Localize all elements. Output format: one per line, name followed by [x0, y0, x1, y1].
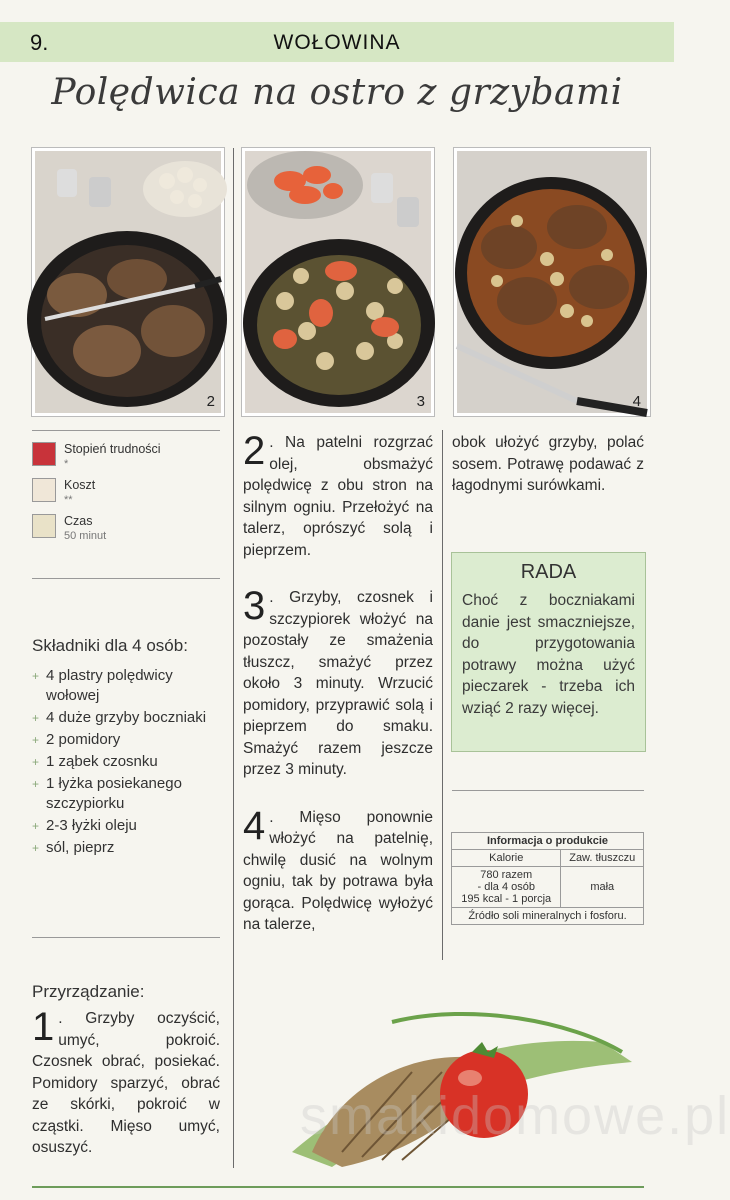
ingredient-item: + 1 ząbek czosnku	[32, 752, 222, 772]
ingredient-item: + 1 łyżka posiekanego szczypiorku	[32, 774, 222, 814]
chef-hat-icon	[32, 442, 56, 466]
preparation-title: Przyrządzanie:	[32, 982, 145, 1001]
calories-portion: 195 kcal - 1 porcja	[461, 893, 552, 905]
tip-title: RADA	[520, 561, 577, 583]
time-value: 50 minut	[64, 530, 107, 542]
calories-value	[452, 867, 561, 908]
steps-column	[243, 429, 433, 936]
cost-value: **	[64, 494, 73, 506]
step-1	[32, 1005, 220, 1159]
step-number: 3	[243, 584, 266, 628]
column-divider	[233, 148, 234, 1168]
cost-info	[32, 478, 222, 506]
recipe-info	[32, 442, 222, 542]
ingredient-item: + 2-3 łyżki oleju	[32, 816, 222, 836]
tip-text: Choć z boczniakami danie jest smaczniejsze, do przygotowania potrawy można użyć pieczarek - trzeba ich wziąć 2 razy więcej.	[462, 592, 635, 717]
coins-icon	[32, 478, 56, 502]
step-text: . Grzyby, czosnek i szczypiorek włożyć na pozostały ze smażenia tłuszcz, smażyć przez około 3 minuty. Wrzucić pomidory, przyprawić solą i pieprzem do smaku. Smażyć razem jeszcze przez 3 minuty.	[243, 589, 433, 778]
ingredient-item: + sól, pieprz	[32, 838, 222, 858]
step-3	[243, 584, 433, 781]
step-number: 4	[243, 803, 266, 848]
photo-step-3	[242, 148, 434, 416]
photo-step-4	[454, 148, 650, 416]
calories-persons: - dla 4 osób	[477, 881, 535, 893]
step-4	[243, 803, 433, 936]
pan-with-mushrooms-image	[245, 151, 431, 413]
fat-value: mała	[561, 867, 644, 908]
nutrient-source: Źródło soli mineralnych i fosforu.	[452, 908, 644, 925]
step-number: 1	[32, 1005, 55, 1049]
time-info	[32, 514, 222, 542]
ingredient-item: + 2 pomidory	[32, 730, 222, 750]
step-4-continuation: obok ułożyć grzyby, polać sosem. Potrawę podawać z łagodnymi surówkami.	[452, 434, 644, 494]
time-label: Czas	[64, 514, 93, 528]
finished-dish-image	[457, 151, 647, 413]
hourglass-icon	[32, 514, 56, 538]
page-number: 9.	[30, 30, 49, 55]
footer-line	[32, 1186, 644, 1188]
divider	[32, 578, 220, 579]
ingredient-item: + 4 plastry polędwicy wołowej	[32, 666, 222, 706]
product-info-title: Informacja o produkcie	[452, 833, 644, 850]
photo-number: 2	[206, 393, 215, 410]
recipe-title: Polędwica na ostro z grzybami	[51, 72, 623, 113]
category-title: WOŁOWINA	[273, 31, 401, 54]
ingredient-item: + 4 duże grzyby boczniaki	[32, 708, 222, 728]
divider	[32, 937, 220, 938]
divider	[32, 430, 220, 431]
ingredients-section	[32, 636, 222, 860]
photo-step-2	[32, 148, 224, 416]
calories-header: Kalorie	[452, 850, 561, 867]
watermark: smakidomowe.pl	[300, 1086, 730, 1146]
divider	[452, 790, 644, 791]
product-info-table	[451, 832, 644, 925]
product-info	[451, 832, 644, 925]
pan-with-steaks-image	[35, 151, 221, 413]
difficulty-value: *	[64, 458, 69, 470]
photo-number: 3	[416, 393, 425, 410]
difficulty-label: Stopień trudności	[64, 442, 161, 456]
page-header	[0, 22, 674, 62]
calories-total: 780 razem	[480, 869, 533, 881]
step-number: 2	[243, 429, 266, 473]
fat-header: Zaw. tłuszczu	[561, 850, 644, 867]
ingredients-title: Składniki dla 4 osób:	[32, 636, 188, 655]
step-text: . Na patelni rozgrzać olej, obsmażyć polędwicę z obu stron na silnym ogniu. Przełożyć na talerz, oprószyć solą i pieprzem.	[243, 434, 433, 559]
step-text: . Mięso ponownie włożyć na patelnię, chwilę dusić na wolnym ogniu, tak by potrawa była gorąca. Polędwicę wyłożyć na talerze,	[243, 808, 433, 933]
tip-box	[451, 552, 646, 752]
cost-label: Koszt	[64, 478, 96, 492]
photo-number: 4	[632, 393, 641, 410]
difficulty-info	[32, 442, 222, 470]
column-divider	[442, 430, 443, 960]
preparation-section	[32, 982, 220, 1159]
ingredients-list	[32, 666, 222, 858]
step-2	[243, 429, 433, 561]
step-text: . Grzyby oczyścić, umyć, pokroić. Czosnek obrać, posiekać. Pomidory sparzyć, obrać ze skórki, pokroić w cząstki. Mięso umyć, osuszyć.	[32, 1010, 220, 1156]
